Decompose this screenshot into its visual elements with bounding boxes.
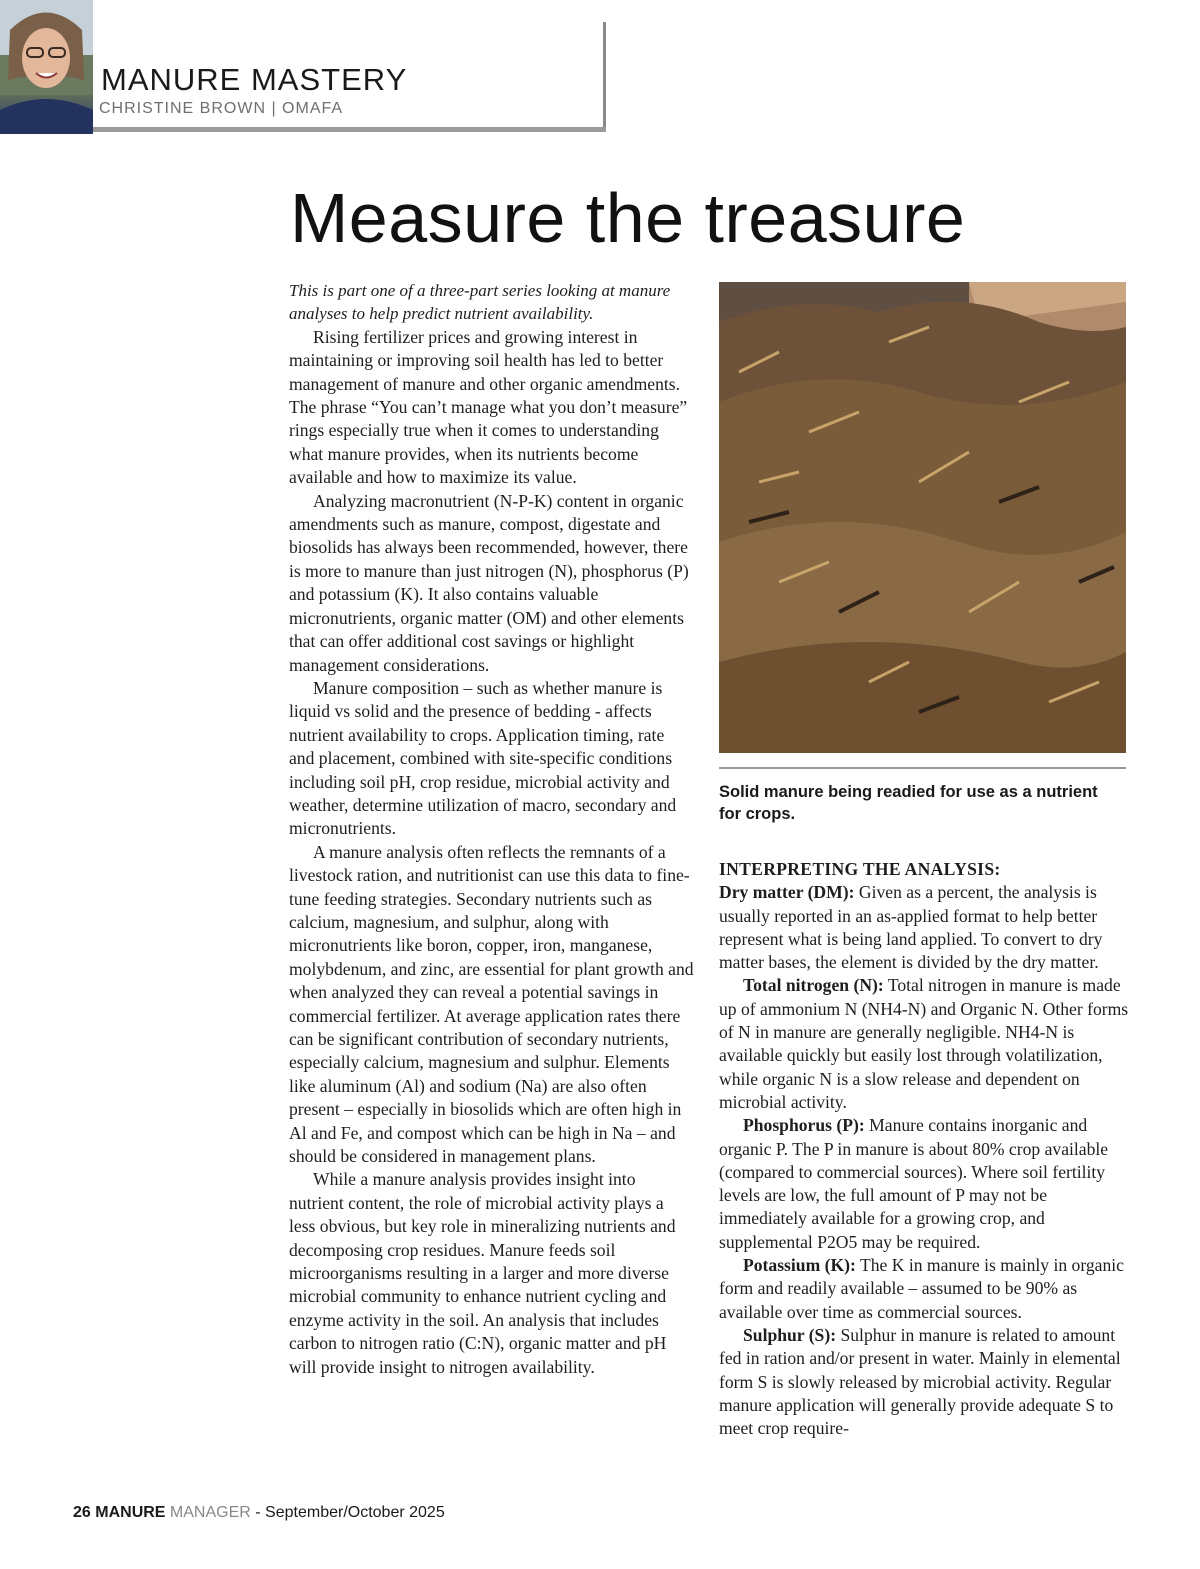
- section-heading: INTERPRETING THE ANALYSIS:: [719, 859, 1001, 879]
- manure-photo: [719, 282, 1126, 753]
- issue-date: - September/October 2025: [255, 1504, 445, 1521]
- body-paragraph: While a manure analysis provides insight into nutrient content, the role of microbial activity plays a less obvious, but key role in mineralizing nutrients and decomposing crop residues. Manure feeds soil microorganisms resulting in a larger and more diverse microbial community to enhance nutrient cycling and enzyme activity in the soil. An analysis that includes carbon to nitrogen ratio (C:N), organic matter and pH will provide insight to nitrogen availability.: [289, 1169, 676, 1377]
- definition-text: Sulphur in manure is related to amount fed in ration and/or present in water. Mainly in elemental form S is slowly released by microbial activity. Regular manure application will generally provide adequate S to meet crop require-: [719, 1324, 1121, 1439]
- author-photo: [0, 0, 93, 134]
- column-header: [0, 0, 610, 136]
- definition-text: The K in manure is mainly in organic form and readily available – assumed to be 90% as available over time as commercial sources.: [719, 1255, 1124, 1322]
- body-paragraph: Rising fertilizer prices and growing interest in maintaining or improving soil health has led to better management of manure and other organic amendments. The phrase “You can’t manage what you don’t measure” rings especially true when it comes to understanding what manure provides, when its nutrients become available and how to maximize its value.: [289, 326, 688, 488]
- definition-term: Phosphorus (P):: [743, 1115, 865, 1136]
- page-footer: [73, 1504, 445, 1522]
- definition-phosphorus: [719, 1114, 1129, 1254]
- column-title: MANURE MASTERY: [101, 62, 408, 97]
- body-paragraph: A manure analysis often reflects the remnants of a livestock ration, and nutritionist can use this data to fine-tune feeding strategies. Secondary nutrients such as calcium, magnesium, and sulphur, along with micronutrients like boron, copper, iron, manganese, molybdenum, and zinc, are essential for plant growth and when analyzed they can reveal a potential savings in commercial fertilizer. At average application rates there can be significant contribution of secondary nutrients, especially calcium, magnesium and sulphur. Elements like aluminum (Al) and sodium (Na) are also often present – especially in biosolids which are often high in Al and Fe, and compost which can be high in Na – and should be considered in management plans.: [289, 841, 694, 1167]
- article-headline: Measure the treasure: [290, 179, 966, 257]
- definition-term: Sulphur (S):: [743, 1324, 837, 1345]
- header-divider-vertical: [603, 22, 606, 132]
- right-column: [719, 858, 1129, 1440]
- definition-term: Dry matter (DM):: [719, 882, 855, 903]
- header-divider-horizontal: [93, 127, 606, 132]
- page-number: 26: [73, 1504, 91, 1521]
- definition-dry-matter: [719, 881, 1129, 974]
- definition-total-nitrogen: [719, 974, 1129, 1114]
- definition-text: Total nitrogen in manure is made up of ammonium N (NH4-N) and Organic N. Other forms of N in manure are generally negligible. NH4-N is available quickly but easily lost through volatilization, while organic N is a slow release and dependent on microbial activity.: [719, 975, 1129, 1112]
- author-portrait-icon: [0, 0, 93, 134]
- definition-term: Potassium (K):: [743, 1255, 856, 1276]
- body-paragraph: Analyzing macronutrient (N-P-K) content in organic amendments such as manure, compost, digestate and biosolids has always been recommended, however, there is more to manure than just nitrogen (N), phosphorus (P) and potassium (K). It also contains valuable micronutrients, organic matter (OM) and other elements that can offer additional cost savings or highlight management considerations.: [289, 490, 689, 675]
- body-paragraph: Manure composition – such as whether manure is liquid vs solid and the presence of bedding - affects nutrient availability to crops. Application timing, rate and placement, combined with site-specific conditions including soil pH, crop residue, microbial activity and weather, determine utilization of macro, secondary and micronutrients.: [289, 677, 677, 839]
- definition-term: Total nitrogen (N):: [743, 975, 884, 996]
- article-intro: This is part one of a three-part series looking at manure analyses to help predict nutrient availability.: [289, 281, 671, 324]
- left-column: [289, 279, 694, 1379]
- magazine-brand-light: MANAGER: [169, 1504, 251, 1521]
- definition-sulphur: [719, 1324, 1129, 1440]
- definition-potassium: [719, 1254, 1129, 1324]
- magazine-brand-bold: MANURE: [95, 1504, 166, 1521]
- caption-divider: [719, 767, 1126, 769]
- manure-pile-image-icon: [719, 282, 1126, 753]
- definition-text: Manure contains inorganic and organic P. The P in manure is about 80% crop available (compared to commercial sources). Where soil fertility levels are low, the full amount of P may not be immediately available for a growing crop, and supplemental P2O5 may be required.: [719, 1115, 1109, 1252]
- photo-caption: Solid manure being readied for use as a nutrient for crops.: [719, 783, 1098, 823]
- byline: CHRISTINE BROWN | OMAFA: [99, 100, 344, 117]
- definition-text: Given as a percent, the analysis is usually reported in an as-applied format to help better represent what is being land applied. To convert to dry matter bases, the element is divided by the dry matter.: [719, 882, 1103, 973]
